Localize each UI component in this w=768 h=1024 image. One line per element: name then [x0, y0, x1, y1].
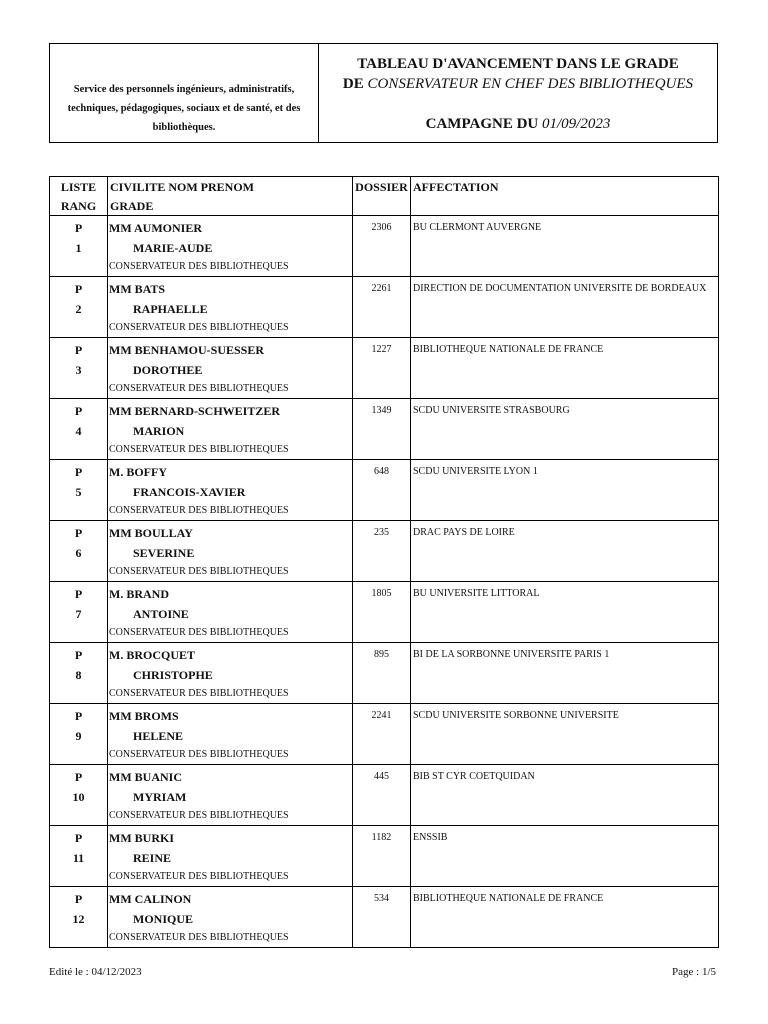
- civilite-nom: M. BOFFY: [109, 465, 167, 479]
- liste-value: P: [74, 282, 83, 296]
- liste-value: P: [74, 465, 83, 479]
- table-row: [50, 704, 719, 765]
- liste-value: P: [74, 770, 83, 784]
- rang-value: 7: [75, 607, 82, 621]
- rank-cell: [50, 887, 108, 948]
- name-cell: [108, 643, 353, 704]
- civilite-nom: M. BROCQUET: [109, 648, 196, 662]
- table-row: [50, 582, 719, 643]
- liste-value: P: [74, 343, 83, 357]
- rank-cell: [50, 216, 108, 277]
- campaign-label: CAMPAGNE DU: [425, 116, 539, 132]
- table-row: [50, 216, 719, 277]
- affectation: BIBLIOTHEQUE NATIONALE DE FRANCE: [411, 338, 719, 399]
- civilite-nom: MM BATS: [109, 282, 166, 296]
- liste-value: P: [74, 587, 83, 601]
- rang-value: 11: [72, 851, 85, 865]
- prenom: MONIQUE: [133, 912, 193, 926]
- title-grade: CONSERVATEUR EN CHEF DES BIBLIOTHEQUES: [367, 76, 694, 92]
- prenom: CHRISTOPHE: [133, 668, 213, 682]
- liste-value: P: [74, 526, 83, 540]
- rang-value: 9: [75, 729, 82, 743]
- rang-value: 8: [75, 668, 82, 682]
- rang-value: 4: [75, 424, 82, 438]
- prenom: FRANCOIS-XAVIER: [133, 485, 246, 499]
- grade: CONSERVATEUR DES BIBLIOTHEQUES: [109, 932, 289, 943]
- table-row: [50, 765, 719, 826]
- page-number: Page : 1/5: [672, 966, 716, 978]
- document-header: [49, 43, 718, 143]
- dossier-number: 235: [353, 521, 411, 582]
- affectation: BU UNIVERSITE LITTORAL: [411, 582, 719, 643]
- rank-cell: [50, 277, 108, 338]
- prenom: REINE: [133, 851, 172, 865]
- civilite-nom: MM BENHAMOU-SUESSER: [109, 343, 265, 357]
- header-liste-rang: [50, 177, 108, 216]
- liste-value: P: [74, 221, 83, 235]
- name-cell: [108, 277, 353, 338]
- table-row: [50, 826, 719, 887]
- affectation: BIB ST CYR COETQUIDAN: [411, 765, 719, 826]
- grade: CONSERVATEUR DES BIBLIOTHEQUES: [109, 444, 289, 455]
- liste-value: P: [74, 709, 83, 723]
- header-civilite-grade: [108, 177, 353, 216]
- name-cell: [108, 338, 353, 399]
- rang-value: 1: [75, 241, 82, 255]
- grade: CONSERVATEUR DES BIBLIOTHEQUES: [109, 688, 289, 699]
- affectation: SCDU UNIVERSITE STRASBOURG: [411, 399, 719, 460]
- header-rang: RANG: [60, 199, 97, 213]
- header-affectation: [411, 177, 719, 216]
- grade: CONSERVATEUR DES BIBLIOTHEQUES: [109, 566, 289, 577]
- campaign-date: 01/09/2023: [542, 116, 611, 132]
- promotion-table: [49, 176, 719, 948]
- prenom: MARIE-AUDE: [133, 241, 213, 255]
- dossier-number: 895: [353, 643, 411, 704]
- header-liste: LISTE: [60, 180, 97, 194]
- prenom: MYRIAM: [133, 790, 187, 804]
- rang-value: 5: [75, 485, 82, 499]
- header-dossier-label: DOSSIER: [355, 180, 408, 194]
- affectation: BIBLIOTHEQUE NATIONALE DE FRANCE: [411, 887, 719, 948]
- liste-value: P: [74, 892, 83, 906]
- grade: CONSERVATEUR DES BIBLIOTHEQUES: [109, 261, 289, 272]
- name-cell: [108, 704, 353, 765]
- rank-cell: [50, 704, 108, 765]
- rank-cell: [50, 399, 108, 460]
- name-cell: [108, 887, 353, 948]
- header-civilite: CIVILITE NOM PRENOM: [110, 180, 255, 194]
- header-grade: GRADE: [110, 199, 154, 213]
- dossier-number: 1805: [353, 582, 411, 643]
- header-dossier: [353, 177, 411, 216]
- table-row: [50, 643, 719, 704]
- dossier-number: 1349: [353, 399, 411, 460]
- grade: CONSERVATEUR DES BIBLIOTHEQUES: [109, 871, 289, 882]
- rang-value: 12: [72, 912, 85, 926]
- grade: CONSERVATEUR DES BIBLIOTHEQUES: [109, 627, 289, 638]
- prenom: HELENE: [133, 729, 184, 743]
- service-name: Service des personnels ingénieurs, administratifs, techniques, pédagogiques, sociaux et de santé, et des bibliothèques.: [50, 44, 319, 142]
- rang-value: 2: [75, 302, 82, 316]
- table-row: [50, 338, 719, 399]
- table-row: [50, 887, 719, 948]
- name-cell: [108, 521, 353, 582]
- title-line-2: [319, 74, 717, 94]
- civilite-nom: MM BERNARD-SCHWEITZER: [109, 404, 281, 418]
- affectation: ENSSIB: [411, 826, 719, 887]
- rang-value: 6: [75, 546, 82, 560]
- rank-cell: [50, 765, 108, 826]
- civilite-nom: MM BUANIC: [109, 770, 182, 784]
- rank-cell: [50, 338, 108, 399]
- dossier-number: 2261: [353, 277, 411, 338]
- rank-cell: [50, 521, 108, 582]
- table-row: [50, 521, 719, 582]
- title-de: DE: [342, 76, 364, 92]
- prenom: MARION: [133, 424, 185, 438]
- liste-value: P: [74, 831, 83, 845]
- rank-cell: [50, 460, 108, 521]
- name-cell: [108, 216, 353, 277]
- affectation: BU CLERMONT AUVERGNE: [411, 216, 719, 277]
- civilite-nom: MM BOULLAY: [109, 526, 193, 540]
- civilite-nom: MM CALINON: [109, 892, 192, 906]
- header-affectation-label: AFFECTATION: [413, 180, 499, 194]
- rank-cell: [50, 826, 108, 887]
- dossier-number: 445: [353, 765, 411, 826]
- civilite-nom: M. BRAND: [109, 587, 169, 601]
- edited-date: Edité le : 04/12/2023: [49, 966, 142, 978]
- grade: CONSERVATEUR DES BIBLIOTHEQUES: [109, 505, 289, 516]
- title-line-1: TABLEAU D'AVANCEMENT DANS LE GRADE: [357, 56, 679, 72]
- name-cell: [108, 399, 353, 460]
- prenom: RAPHAELLE: [133, 302, 208, 316]
- campaign-line: [319, 114, 717, 134]
- rank-cell: [50, 643, 108, 704]
- name-cell: [108, 582, 353, 643]
- prenom: SEVERINE: [133, 546, 195, 560]
- rang-value: 3: [75, 363, 82, 377]
- grade: CONSERVATEUR DES BIBLIOTHEQUES: [109, 810, 289, 821]
- dossier-number: 534: [353, 887, 411, 948]
- dossier-number: 1182: [353, 826, 411, 887]
- dossier-number: 1227: [353, 338, 411, 399]
- dossier-number: 648: [353, 460, 411, 521]
- document-title-block: [319, 44, 717, 142]
- rang-value: 10: [72, 790, 85, 804]
- grade: CONSERVATEUR DES BIBLIOTHEQUES: [109, 383, 289, 394]
- affectation: DRAC PAYS DE LOIRE: [411, 521, 719, 582]
- prenom: DOROTHEE: [133, 363, 203, 377]
- affectation: SCDU UNIVERSITE LYON 1: [411, 460, 719, 521]
- grade: CONSERVATEUR DES BIBLIOTHEQUES: [109, 322, 289, 333]
- affectation: BI DE LA SORBONNE UNIVERSITE PARIS 1: [411, 643, 719, 704]
- civilite-nom: MM BROMS: [109, 709, 179, 723]
- dossier-number: 2306: [353, 216, 411, 277]
- dossier-number: 2241: [353, 704, 411, 765]
- table-row: [50, 460, 719, 521]
- table-header-row: [50, 177, 719, 216]
- affectation: SCDU UNIVERSITE SORBONNE UNIVERSITE: [411, 704, 719, 765]
- table-row: [50, 399, 719, 460]
- table-row: [50, 277, 719, 338]
- liste-value: P: [74, 648, 83, 662]
- name-cell: [108, 826, 353, 887]
- grade: CONSERVATEUR DES BIBLIOTHEQUES: [109, 749, 289, 760]
- liste-value: P: [74, 404, 83, 418]
- affectation: DIRECTION DE DOCUMENTATION UNIVERSITE DE BORDEAUX: [411, 277, 719, 338]
- name-cell: [108, 765, 353, 826]
- civilite-nom: MM BURKI: [109, 831, 174, 845]
- civilite-nom: MM AUMONIER: [109, 221, 202, 235]
- name-cell: [108, 460, 353, 521]
- prenom: ANTOINE: [133, 607, 189, 621]
- rank-cell: [50, 582, 108, 643]
